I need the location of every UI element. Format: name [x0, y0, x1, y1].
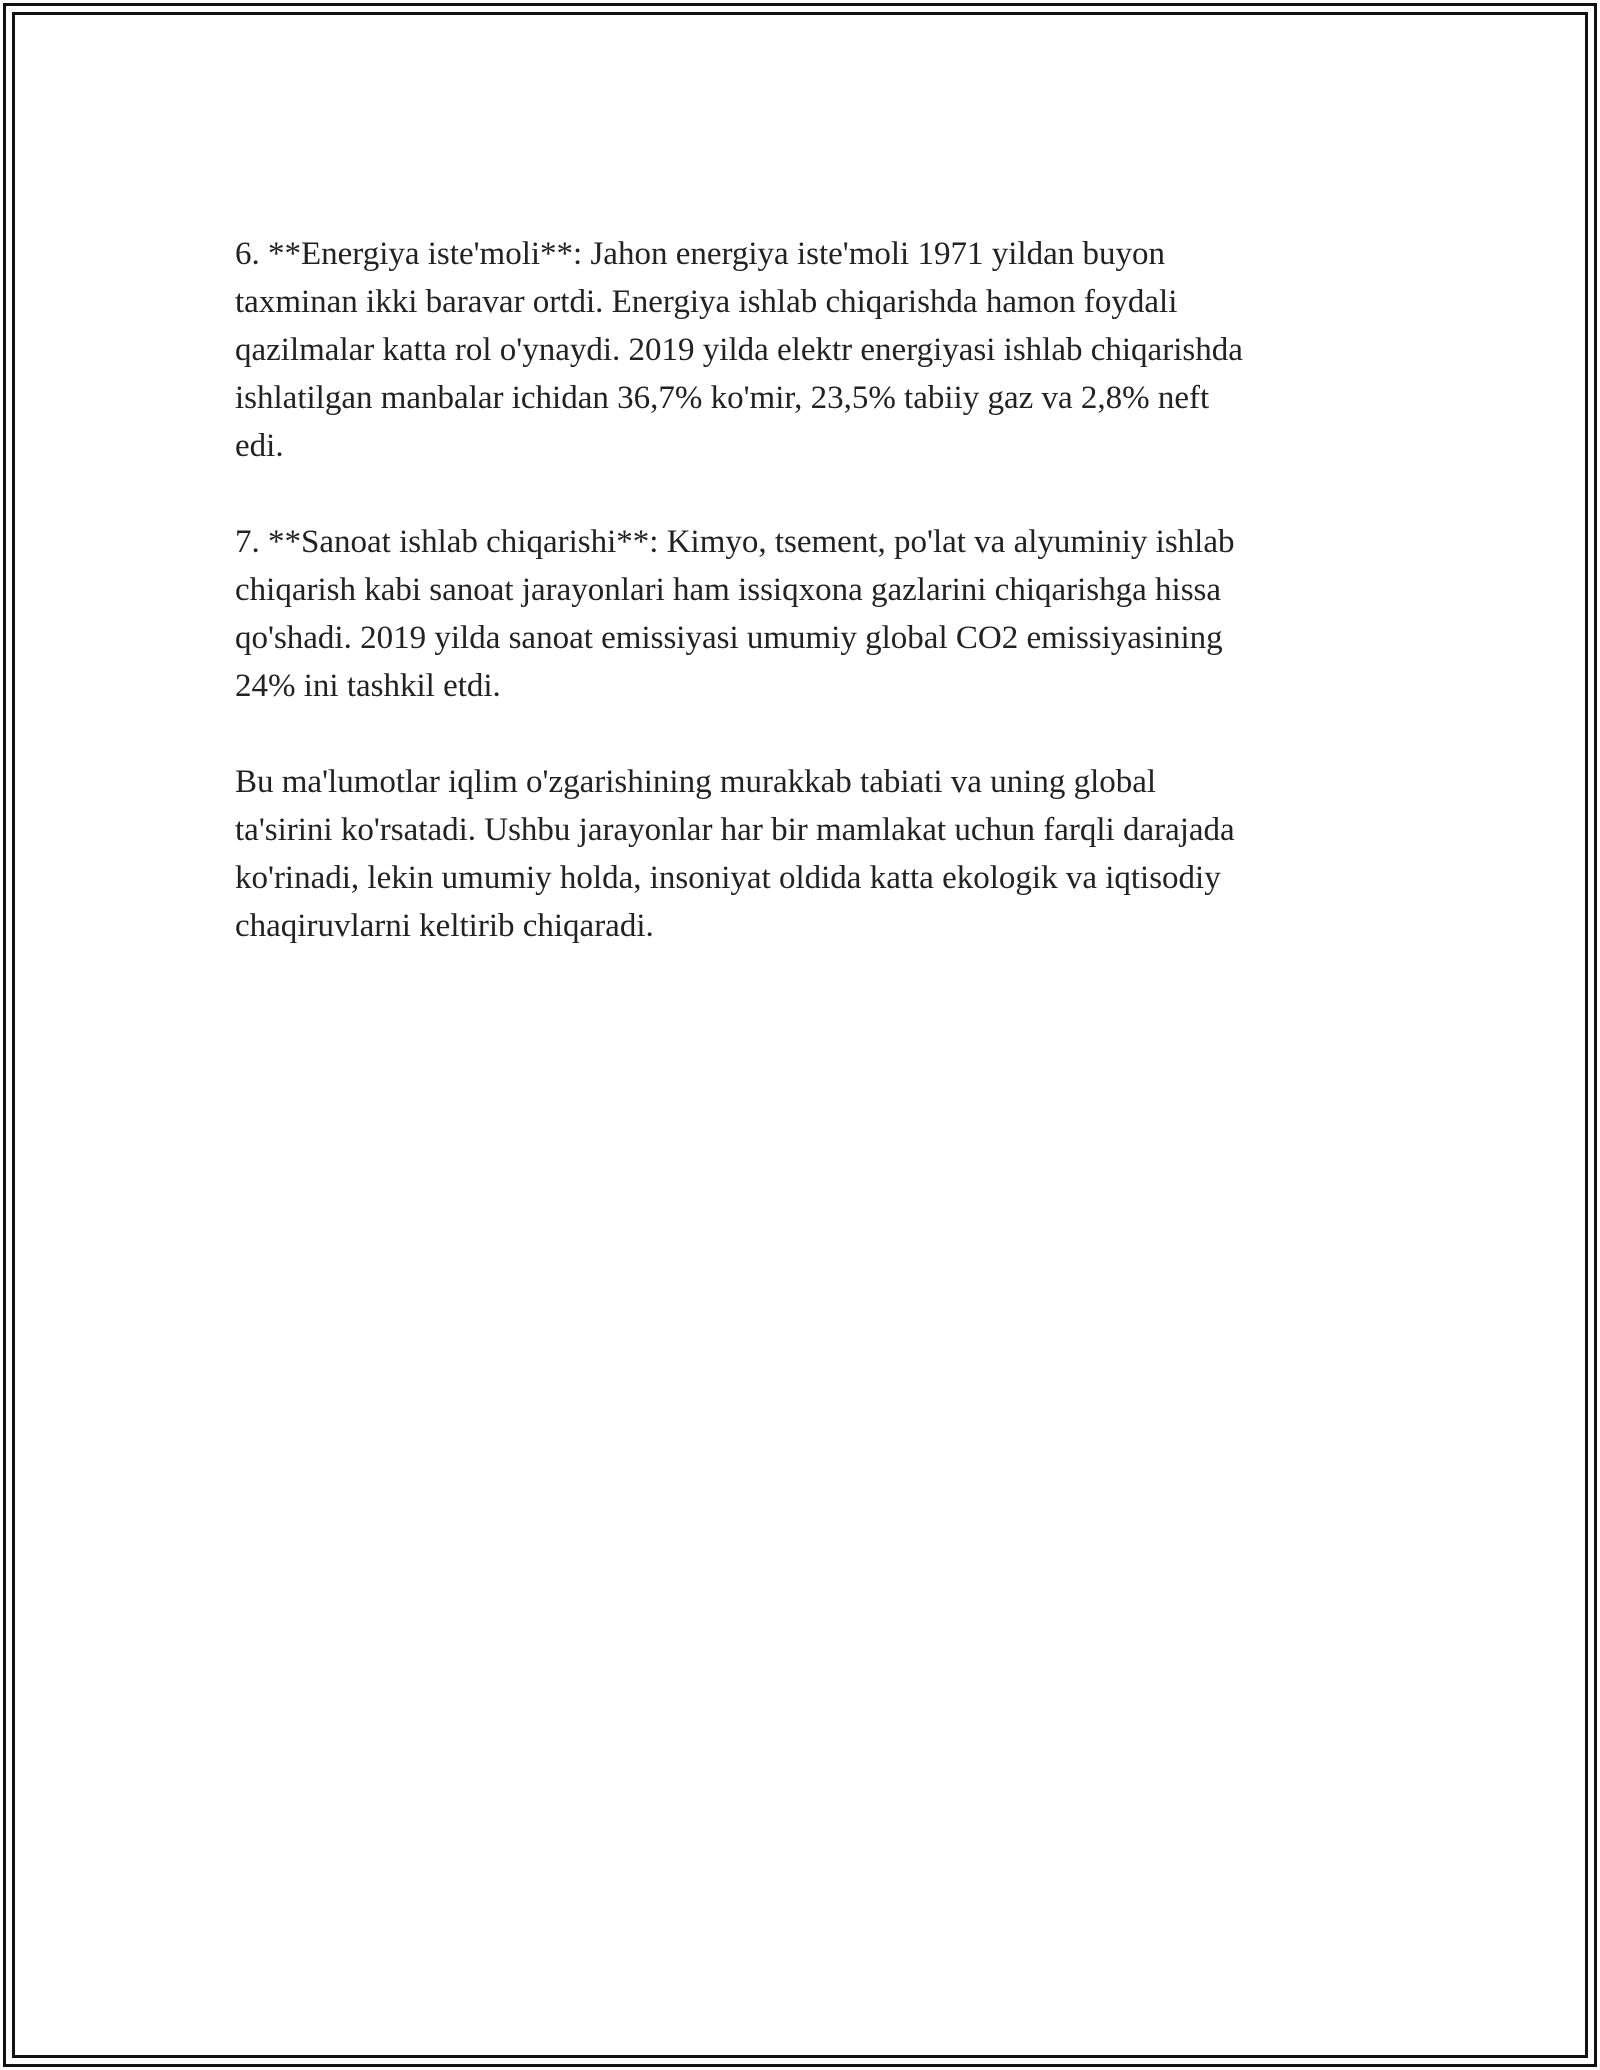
paragraph-industrial-production: 7. **Sanoat ishlab chiqarishi**: Kimyo, tsement, po'lat va alyuminiy ishlab chiqarish kabi sanoat jarayonlari ham issiqxona gazlarini chiqarishga hissa qo'shadi. 2019 yilda sanoat emissiyasi umumiy global CO2 emissiyasining 24% ini tashkil etdi. [235, 524, 1235, 704]
paragraph-energy-consumption: 6. **Energiya iste'moli**: Jahon energiya iste'moli 1971 yildan buyon taxminan ikki baravar ortdi. Energiya ishlab chiqarishda hamon foydali qazilmalar katta rol o'ynaydi. 2019 yilda elektr energiyasi ishlab chiqarishda ishlatilgan manbalar ichidan 36,7% ko'mir, 23,5% tabiiy gaz va 2,8% neft edi. [235, 236, 1243, 464]
paragraph-conclusion: Bu ma'lumotlar iqlim o'zgarishining murakkab tabiati va uning global ta'sirini ko'rsatadi. Ushbu jarayonlar har bir mamlakat uchun farqli darajada ko'rinadi, lekin umumiy holda, insoniyat oldida katta ekologik va iqtisodiy chaqiruvlarni keltirib chiqaradi. [235, 764, 1235, 944]
document-body [235, 230, 1365, 998]
